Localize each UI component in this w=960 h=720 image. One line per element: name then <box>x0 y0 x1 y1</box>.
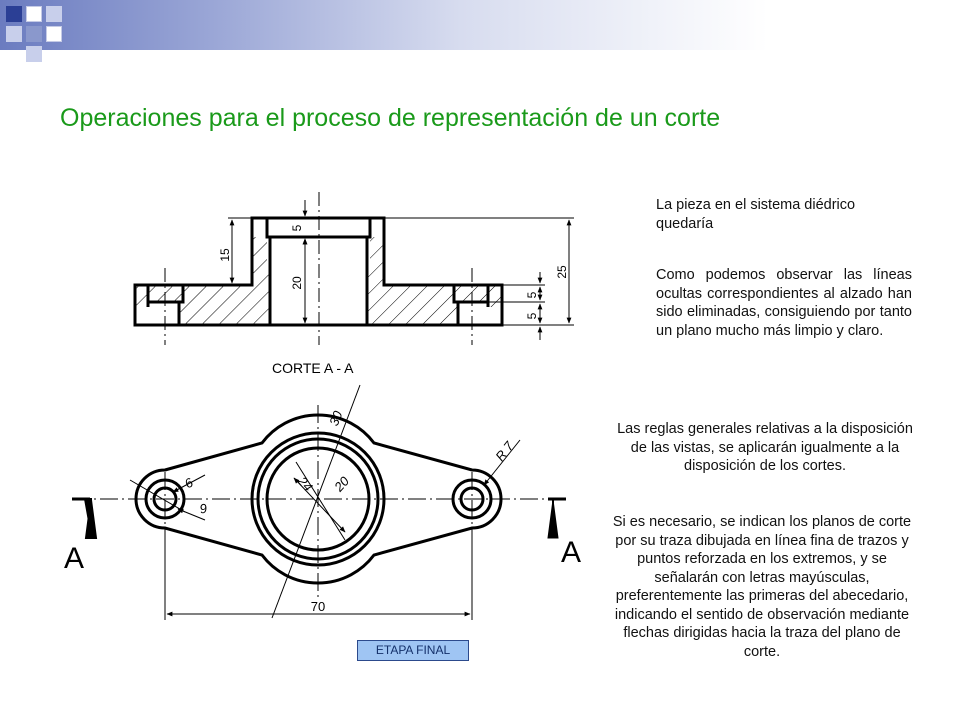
dim-20-plan: 20 <box>331 473 353 495</box>
dim-5-lower: 5 <box>525 312 539 320</box>
cut-letter-right: A <box>561 536 582 569</box>
dim-5-top: 5 <box>290 224 304 232</box>
dim-70: 70 <box>310 599 326 614</box>
dim-25: 25 <box>555 265 569 279</box>
section-hatch-left <box>135 237 270 325</box>
dim-5-upper: 5 <box>525 291 539 299</box>
note-cutting-planes: Si es necesario, se indican los planos de corte por su traza dibujada en línea fina de trazos y puntos reforzada en los extremos, y se señalarán con letras mayúsculas, preferentemente las primeras del abecedario, indicando el sentido de observación mediante flechas dirigidas hacia la traza del plano de corte. <box>612 514 912 660</box>
dim-9: 9 <box>198 500 209 517</box>
section-label: CORTE A - A <box>272 360 354 376</box>
plan-view <box>64 385 581 620</box>
dim-6: 6 <box>181 474 196 492</box>
slide-title: Operaciones para el proceso de representación de un corte <box>60 104 721 132</box>
dim-24: 24 <box>294 473 316 495</box>
cut-letter-left: A <box>64 542 85 575</box>
note-hidden-lines: Como podemos observar las líneas ocultas correspondientes al alzado han sido eliminadas, consiguiendo por tanto un plano mucho más limpio y claro. <box>656 267 912 339</box>
dim-r7: R 7 <box>492 438 517 464</box>
note-diedrico: La pieza en el sistema diédrico quedaría <box>656 197 856 232</box>
section-view <box>135 192 574 376</box>
section-hatch-right <box>367 237 502 325</box>
note-general-rules: Las reglas generales relativas a la disposición de las vistas, se aplicarán igualmente a la disposición de los cortes. <box>617 421 913 474</box>
dim-15: 15 <box>218 248 232 262</box>
dim-20: 20 <box>290 276 304 290</box>
dim-30: 30 <box>326 408 346 428</box>
stage-final-button[interactable]: ETAPA FINAL <box>357 640 469 661</box>
